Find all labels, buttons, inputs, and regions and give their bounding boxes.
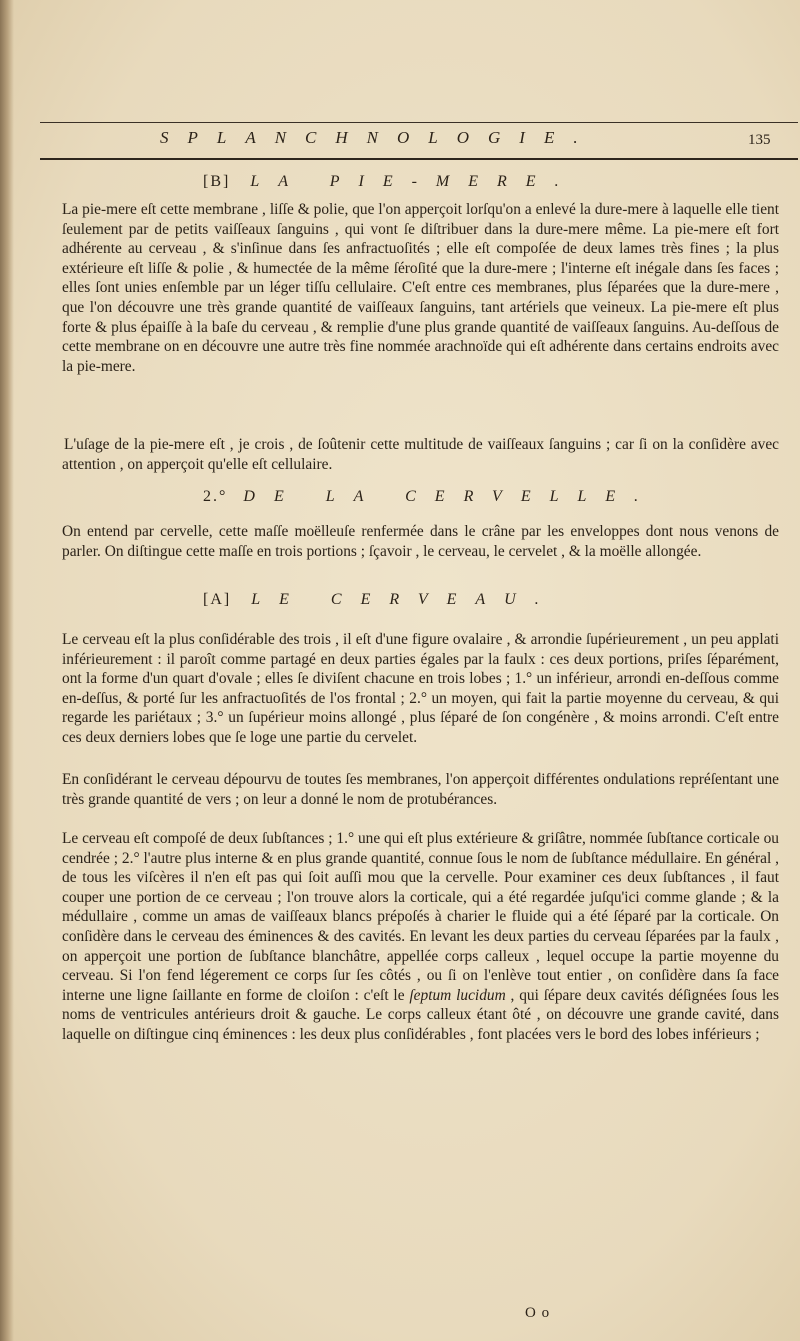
section-heading-pie-mere (203, 173, 578, 191)
paragraph-cervelle-1: On entend par cervelle, cette maſſe moëlleuſe renfermée dans le crâne par les enveloppes dont nous venons de parler. On diſtingue cette maſſe en trois portions ; ſçavoir , le cerveau, le cervelet , & la moëlle allongée. (62, 523, 779, 560)
section-title: LE CERVEAU. (251, 591, 558, 608)
section-mark: [B] (203, 173, 231, 190)
section-title: LA PIE-MERE. (250, 173, 578, 190)
page-binding-shadow (0, 0, 14, 1341)
signature-mark: O o (525, 1305, 551, 1321)
page-number: 135 (748, 132, 771, 148)
section-mark: 2.° (203, 488, 228, 505)
paragraph-pie-mere-2: L'uſage de la pie-mere eſt , je crois , de ſoûtenir cette multitude de vaiſſeaux ſanguins ; car ſi on la conſidère avec attention , on apperçoit qu'elle eſt cellulaire. (62, 436, 779, 473)
paragraph-pie-mere-1: La pie-mere eſt cette membrane , liſſe & polie, que l'on apperçoit lorſqu'on a enlevé la dure-mere à laquelle elle tient ſeulement par de petits vaiſſeaux ſanguins , qui vont ſe diſtribuer dans la dure-mere même. La pie-mere eſt fort adhérente au cerveau , & s'inſinue dans ſes anfractuoſités ; elle eſt compoſée de deux lames très fines ; la plus extérieure eſt liſſe & polie , & humectée de la même ſéroſité que la dure-mere ; l'interne eſt inégale dans ſes faces ; elles ſont unies enſemble par un léger tiſſu cellulaire. C'eſt entre ces membranes, plus ſéparées que la dure-mere , que l'on découvre une très grande quantité de vaiſſeaux ſanguins, tant artériels que veineux. La pie-mere eſt plus forte & plus épaiſſe à la baſe du cerveau , & remplie d'une plus grande quantité de vaiſſeaux ſanguins. Au-deſſous de cette membrane on en découvre une autre très fine nommée arachnoïde qui eſt adhérente dans certains endroits avec la pie-mere. (62, 201, 779, 375)
paragraph-text: Le cerveau eſt compoſé de deux ſubſtances ; 1.° une qui eſt plus extérieure & griſâtre, nommée ſubſtance corticale ou cendrée ; 2.° l'autre plus interne & en plus grande quantité, connue ſous le nom de ſubſtance médullaire. En général , de tous les viſcères il n'en eſt pas qui ſoit auſſi mou que la cervelle. Pour examiner ces deux ſubſtances , il faut couper une portion de ce cerveau ; l'on trouve alors la corticale, qui a été regardée juſqu'ici comme glande ; & la médullaire , comme un amas de vaiſſeaux blancs prépoſés à charier le fluide qui a été ſéparé par la corticale. On conſidère dans le cerveau des éminences & des cavités. En levant les deux parties du cerveau ſéparées par la faulx , on apperçoit une portion de ſubſtance blanchâtre, appellée corps calleux , lequel occupe la partie moyenne du cerveau. Si l'on fend légerement ce corps ſur ſes côtés , ou ſi on l'enlève tout entier , on conſidère dans ſa face interne une ligne ſaillante en forme de cloiſon : c'eſt le (62, 830, 779, 1004)
italic-term: ſeptum lucidum (409, 986, 506, 1004)
section-heading-cerveau (203, 591, 558, 609)
header-rule-top (40, 122, 798, 123)
paragraph-text-continued: , qui ſépare deux cavités déſignées ſous les noms de ventricules antérieurs droit & gauche. Le corps calleux étant ôté , on découvre une grande cavité, dans laquelle on diſtingue cinq éminences : les deux plus conſidérables , font placées vers le bord des lobes inférieurs ; (62, 986, 780, 1043)
section-heading-cervelle (203, 488, 657, 506)
header-rule-bottom (40, 158, 798, 160)
paragraph-cerveau-3 (62, 829, 779, 1045)
running-head: SPLANCHNOLOGIE. (160, 128, 597, 147)
paragraph-cerveau-2: En conſidérant le cerveau dépourvu de toutes ſes membranes, l'on apperçoit différentes ondulations repréſentant une très grande quantité de vers ; on leur a donné le nom de protubérances. (62, 771, 779, 808)
paragraph-cerveau-1: Le cerveau eſt la plus conſidérable des trois , il eſt d'une figure ovalaire , & arrondie ſupérieurement , un peu applati inférieurement : il paroît comme partagé en deux parties égales par la faulx : ces deux portions, priſes ſéparément, ont la forme d'un quart d'ovale ; elles ſe diviſent chacune en trois lobes ; 1.° un inférieur, arrondi en-deſſous comme en-deſſus, & porté ſur les anfractuoſités de l'os frontal ; 2.° un moyen, qui fait la partie moyenne du cerveau, & qui regarde les pariétaux ; 3.° un ſupérieur moins allongé , plus ſéparé de ſon congénère , & moins arrondi. C'eſt entre ces deux derniers lobes que ſe loge une partie du cervelet. (62, 631, 779, 746)
section-mark: [A] (203, 591, 232, 608)
section-title: DE LA CERVELLE. (243, 488, 658, 505)
